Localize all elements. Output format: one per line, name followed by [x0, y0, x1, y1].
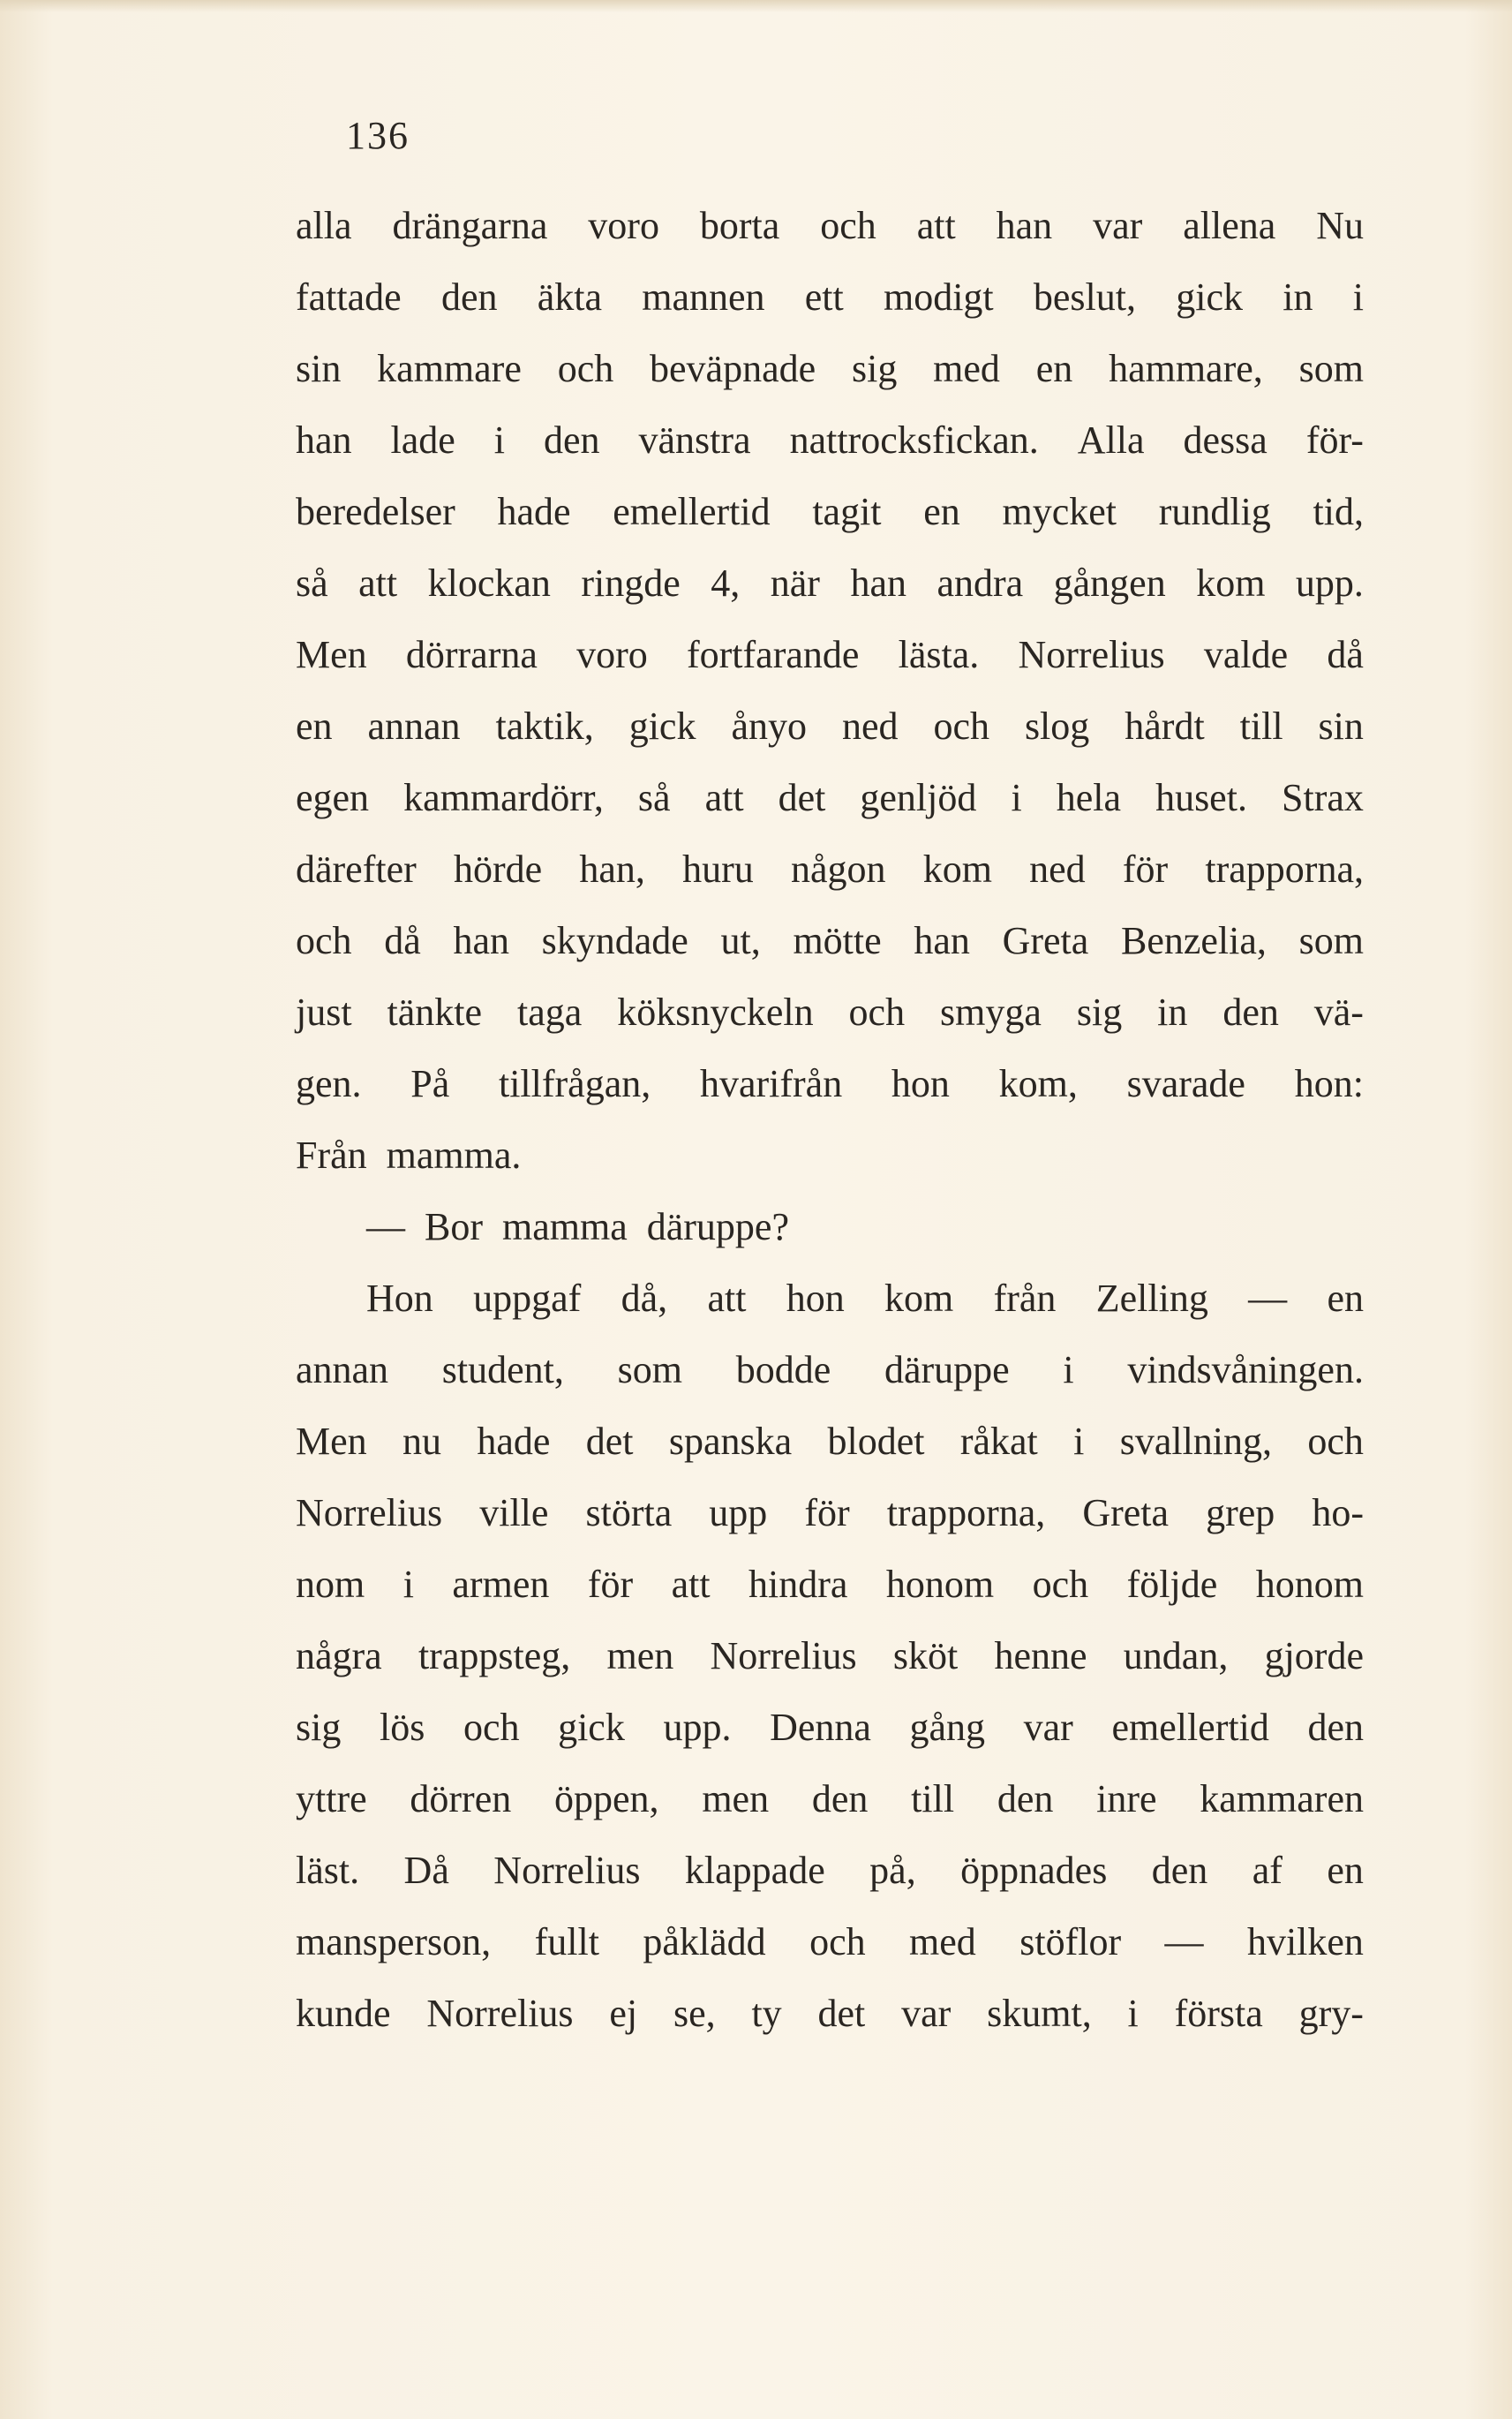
text-line: sig lös och gick upp. Denna gång var emellertid den: [296, 1706, 1364, 1749]
text-line: egen kammardörr, så att det genljöd i hela huset. Strax: [296, 776, 1364, 819]
text-line: några trappsteg, men Norrelius sköt henne undan, gjorde: [296, 1634, 1364, 1677]
text-line: Norrelius ville störta upp för trapporna, Greta grep ho-: [296, 1491, 1364, 1534]
text-line: fattade den äkta mannen ett modigt beslut, gick in i: [296, 275, 1364, 319]
text-line: en annan taktik, gick ånyo ned och slog hårdt till sin: [296, 705, 1364, 748]
text-line: alla drängarna voro borta och att han var allena Nu: [296, 204, 1364, 247]
text-line: så att klockan ringde 4, när han andra gången kom upp.: [296, 561, 1364, 605]
text-line: nom i armen för att hindra honom och följde honom: [296, 1563, 1364, 1606]
text-line: Från mamma.: [296, 1134, 522, 1177]
text-line: annan student, som bodde däruppe i vindsvåningen.: [296, 1348, 1364, 1391]
page-edge-shadow: [0, 0, 1512, 12]
page-number: 136: [346, 114, 410, 157]
text-line: mansperson, fullt påklädd och med stöflor — hvilken: [296, 1920, 1364, 1963]
text-line: yttre dörren öppen, men den till den inre kammaren: [296, 1777, 1364, 1820]
text-line: Men dörrarna voro fortfarande lästa. Norrelius valde då: [296, 633, 1364, 676]
text-line: kunde Norrelius ej se, ty det var skumt, i första gry-: [296, 1992, 1364, 2035]
text-line: — Bor mamma däruppe?: [366, 1205, 789, 1248]
text-line: och då han skyndade ut, mötte han Greta Benzelia, som: [296, 919, 1364, 962]
text-line: gen. På tillfrågan, hvarifrån hon kom, svarade hon:: [296, 1062, 1364, 1105]
text-line: just tänkte taga köksnyckeln och smyga sig in den vä-: [296, 991, 1364, 1034]
text-line: sin kammare och beväpnade sig med en hammare, som: [296, 347, 1364, 390]
body-text: [296, 190, 1364, 2049]
text-line: beredelser hade emellertid tagit en mycket rundlig tid,: [296, 490, 1364, 533]
text-line: han lade i den vänstra nattrocksfickan. Alla dessa för-: [296, 418, 1364, 462]
text-line: därefter hörde han, huru någon kom ned för trapporna,: [296, 848, 1364, 891]
text-line: läst. Då Norrelius klappade på, öppnades den af en: [296, 1849, 1364, 1892]
text-line: Hon uppgaf då, att hon kom från Zelling — en: [366, 1277, 1364, 1320]
text-line: Men nu hade det spanska blodet råkat i svallning, och: [296, 1420, 1364, 1463]
